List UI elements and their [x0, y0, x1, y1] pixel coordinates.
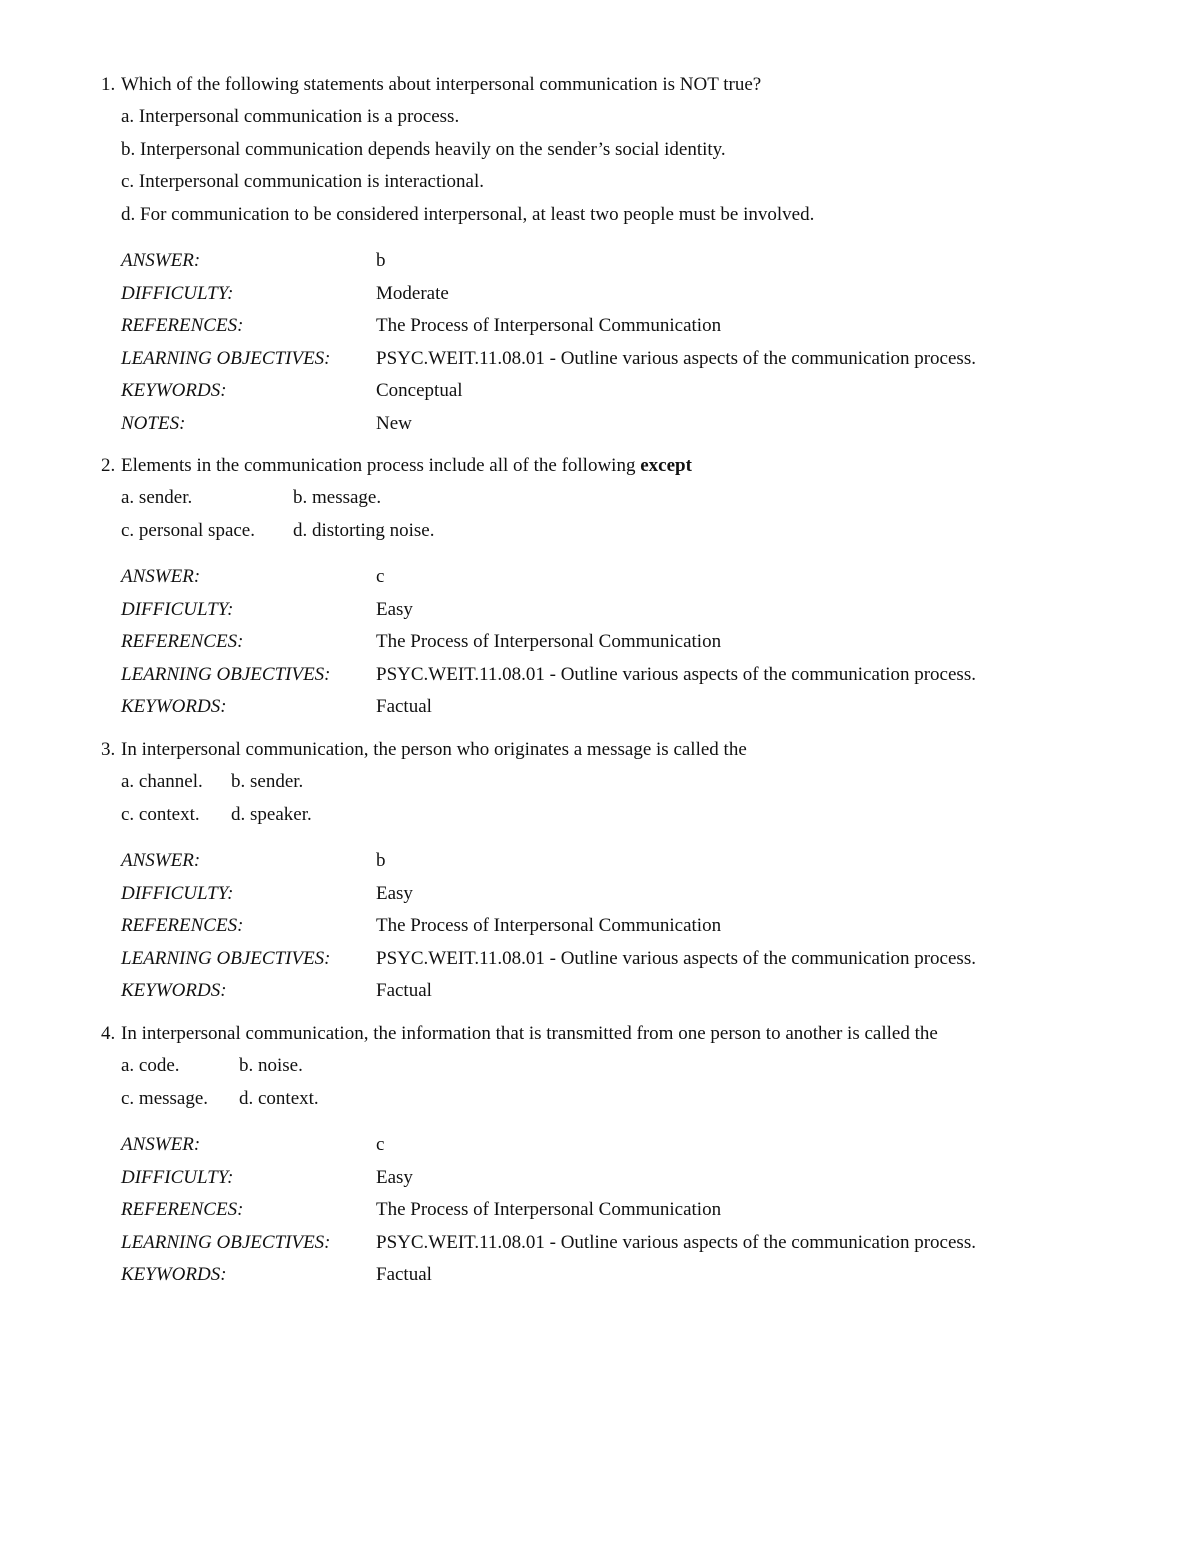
choice-b: b. Interpersonal communication depends heavily on the sender’s social identity. [121, 138, 726, 160]
meta-row-answer [121, 845, 1161, 878]
choice-d: d. context. [239, 1087, 319, 1109]
meta-value: PSYC.WEIT.11.08.01 - Outline various aspects of the communication process. [376, 347, 976, 369]
choice-c: c. message. [121, 1087, 209, 1109]
meta-value: Easy [376, 882, 413, 904]
meta-row-references [121, 1194, 1161, 1227]
choice-a: a. Interpersonal communication is a process. [121, 106, 460, 127]
meta-label: ANSWER: [121, 850, 201, 871]
meta-value: Conceptual [376, 380, 463, 401]
meta-row-answer [121, 245, 1161, 278]
question-metadata [121, 245, 1161, 440]
meta-row-difficulty [121, 878, 1161, 911]
meta-label: DIFFICULTY: [121, 282, 234, 304]
meta-row-notes [121, 408, 1161, 441]
meta-label: LEARNING OBJECTIVES: [121, 1231, 331, 1253]
question-number: 1. [101, 74, 116, 95]
meta-value: Easy [376, 1166, 413, 1188]
meta-value: Factual [376, 980, 432, 1001]
meta-label: KEYWORDS: [121, 380, 227, 401]
meta-row-answer [121, 561, 1161, 594]
answer-choices [101, 101, 1161, 231]
question-4 [101, 1018, 1161, 1292]
meta-label: KEYWORDS: [121, 1264, 227, 1285]
question-emphasis: except [640, 455, 692, 476]
meta-label: DIFFICULTY: [121, 598, 234, 620]
meta-row-learning-objectives [121, 659, 1161, 692]
question-text: In interpersonal communication, the information that is transmitted from one person to another is called the [121, 1023, 938, 1044]
answer-choices [121, 766, 1161, 831]
answer-choices [121, 482, 1161, 547]
meta-label: REFERENCES: [121, 915, 244, 936]
meta-value: Factual [376, 696, 432, 717]
question-stem [101, 450, 1161, 482]
meta-label: REFERENCES: [121, 315, 244, 336]
meta-row-learning-objectives [121, 343, 1161, 376]
question-number: 4. [101, 1023, 116, 1044]
meta-label: DIFFICULTY: [121, 1166, 234, 1188]
question-1 [101, 69, 1161, 440]
meta-row-references [121, 310, 1161, 343]
question-stem [101, 1018, 1161, 1050]
meta-row-learning-objectives [121, 1227, 1161, 1260]
meta-value: c [376, 1134, 385, 1155]
choice-d: d. For communication to be considered interpersonal, at least two people must be involved. [121, 203, 815, 225]
meta-row-difficulty [121, 1162, 1161, 1195]
choice-d: d. speaker. [231, 803, 312, 825]
meta-row-references [121, 626, 1161, 659]
meta-value: The Process of Interpersonal Communication [376, 915, 722, 936]
meta-label: ANSWER: [121, 1134, 201, 1155]
meta-label: NOTES: [121, 412, 186, 434]
choice-b: b. sender. [231, 771, 304, 792]
choice-a: a. channel. [121, 771, 203, 792]
meta-row-keywords [121, 375, 1161, 408]
question-text: Elements in the communication process include all of the following [121, 455, 641, 476]
question-2 [101, 450, 1161, 724]
meta-value: PSYC.WEIT.11.08.01 - Outline various aspects of the communication process. [376, 663, 976, 685]
meta-row-difficulty [121, 278, 1161, 311]
meta-value: The Process of Interpersonal Communication [376, 315, 722, 336]
meta-row-answer [121, 1129, 1161, 1162]
choice-d: d. distorting noise. [293, 519, 435, 541]
meta-row-learning-objectives [121, 943, 1161, 976]
choice-a: a. sender. [121, 487, 193, 508]
question-text: In interpersonal communication, the person who originates a message is called the [121, 739, 747, 760]
meta-value: Factual [376, 1264, 432, 1285]
meta-label: LEARNING OBJECTIVES: [121, 663, 331, 685]
choice-c: c. context. [121, 803, 200, 825]
choice-a: a. code. [121, 1055, 180, 1076]
choice-b: b. noise. [239, 1055, 303, 1076]
meta-row-keywords [121, 691, 1161, 724]
question-text: Which of the following statements about interpersonal communication is NOT true? [121, 74, 762, 95]
question-metadata [121, 1129, 1161, 1292]
meta-label: REFERENCES: [121, 1199, 244, 1220]
meta-label: ANSWER: [121, 250, 201, 271]
choice-b: b. message. [293, 487, 382, 508]
question-metadata [121, 845, 1161, 1008]
question-stem [101, 734, 1161, 766]
meta-value: c [376, 566, 385, 587]
answer-choices [121, 1050, 1161, 1115]
choice-c: c. Interpersonal communication is interactional. [121, 171, 484, 192]
meta-label: DIFFICULTY: [121, 882, 234, 904]
question-number: 3. [101, 739, 116, 760]
meta-value: New [376, 412, 412, 434]
meta-value: Moderate [376, 282, 449, 304]
meta-label: REFERENCES: [121, 631, 244, 652]
meta-value: The Process of Interpersonal Communication [376, 631, 722, 652]
meta-row-keywords [121, 975, 1161, 1008]
meta-label: LEARNING OBJECTIVES: [121, 347, 331, 369]
meta-label: LEARNING OBJECTIVES: [121, 947, 331, 969]
meta-value: PSYC.WEIT.11.08.01 - Outline various aspects of the communication process. [376, 1231, 976, 1253]
question-number: 2. [101, 455, 116, 476]
meta-value: b [376, 250, 386, 271]
meta-row-difficulty [121, 594, 1161, 627]
choice-c: c. personal space. [121, 519, 255, 541]
question-3 [101, 734, 1161, 1008]
meta-value: The Process of Interpersonal Communication [376, 1199, 722, 1220]
meta-value: b [376, 850, 386, 871]
meta-value: Easy [376, 598, 413, 620]
meta-value: PSYC.WEIT.11.08.01 - Outline various aspects of the communication process. [376, 947, 976, 969]
meta-row-references [121, 910, 1161, 943]
meta-label: ANSWER: [121, 566, 201, 587]
question-metadata [121, 561, 1161, 724]
meta-label: KEYWORDS: [121, 980, 227, 1001]
meta-label: KEYWORDS: [121, 696, 227, 717]
meta-row-keywords [121, 1259, 1161, 1292]
question-stem [101, 69, 1161, 101]
